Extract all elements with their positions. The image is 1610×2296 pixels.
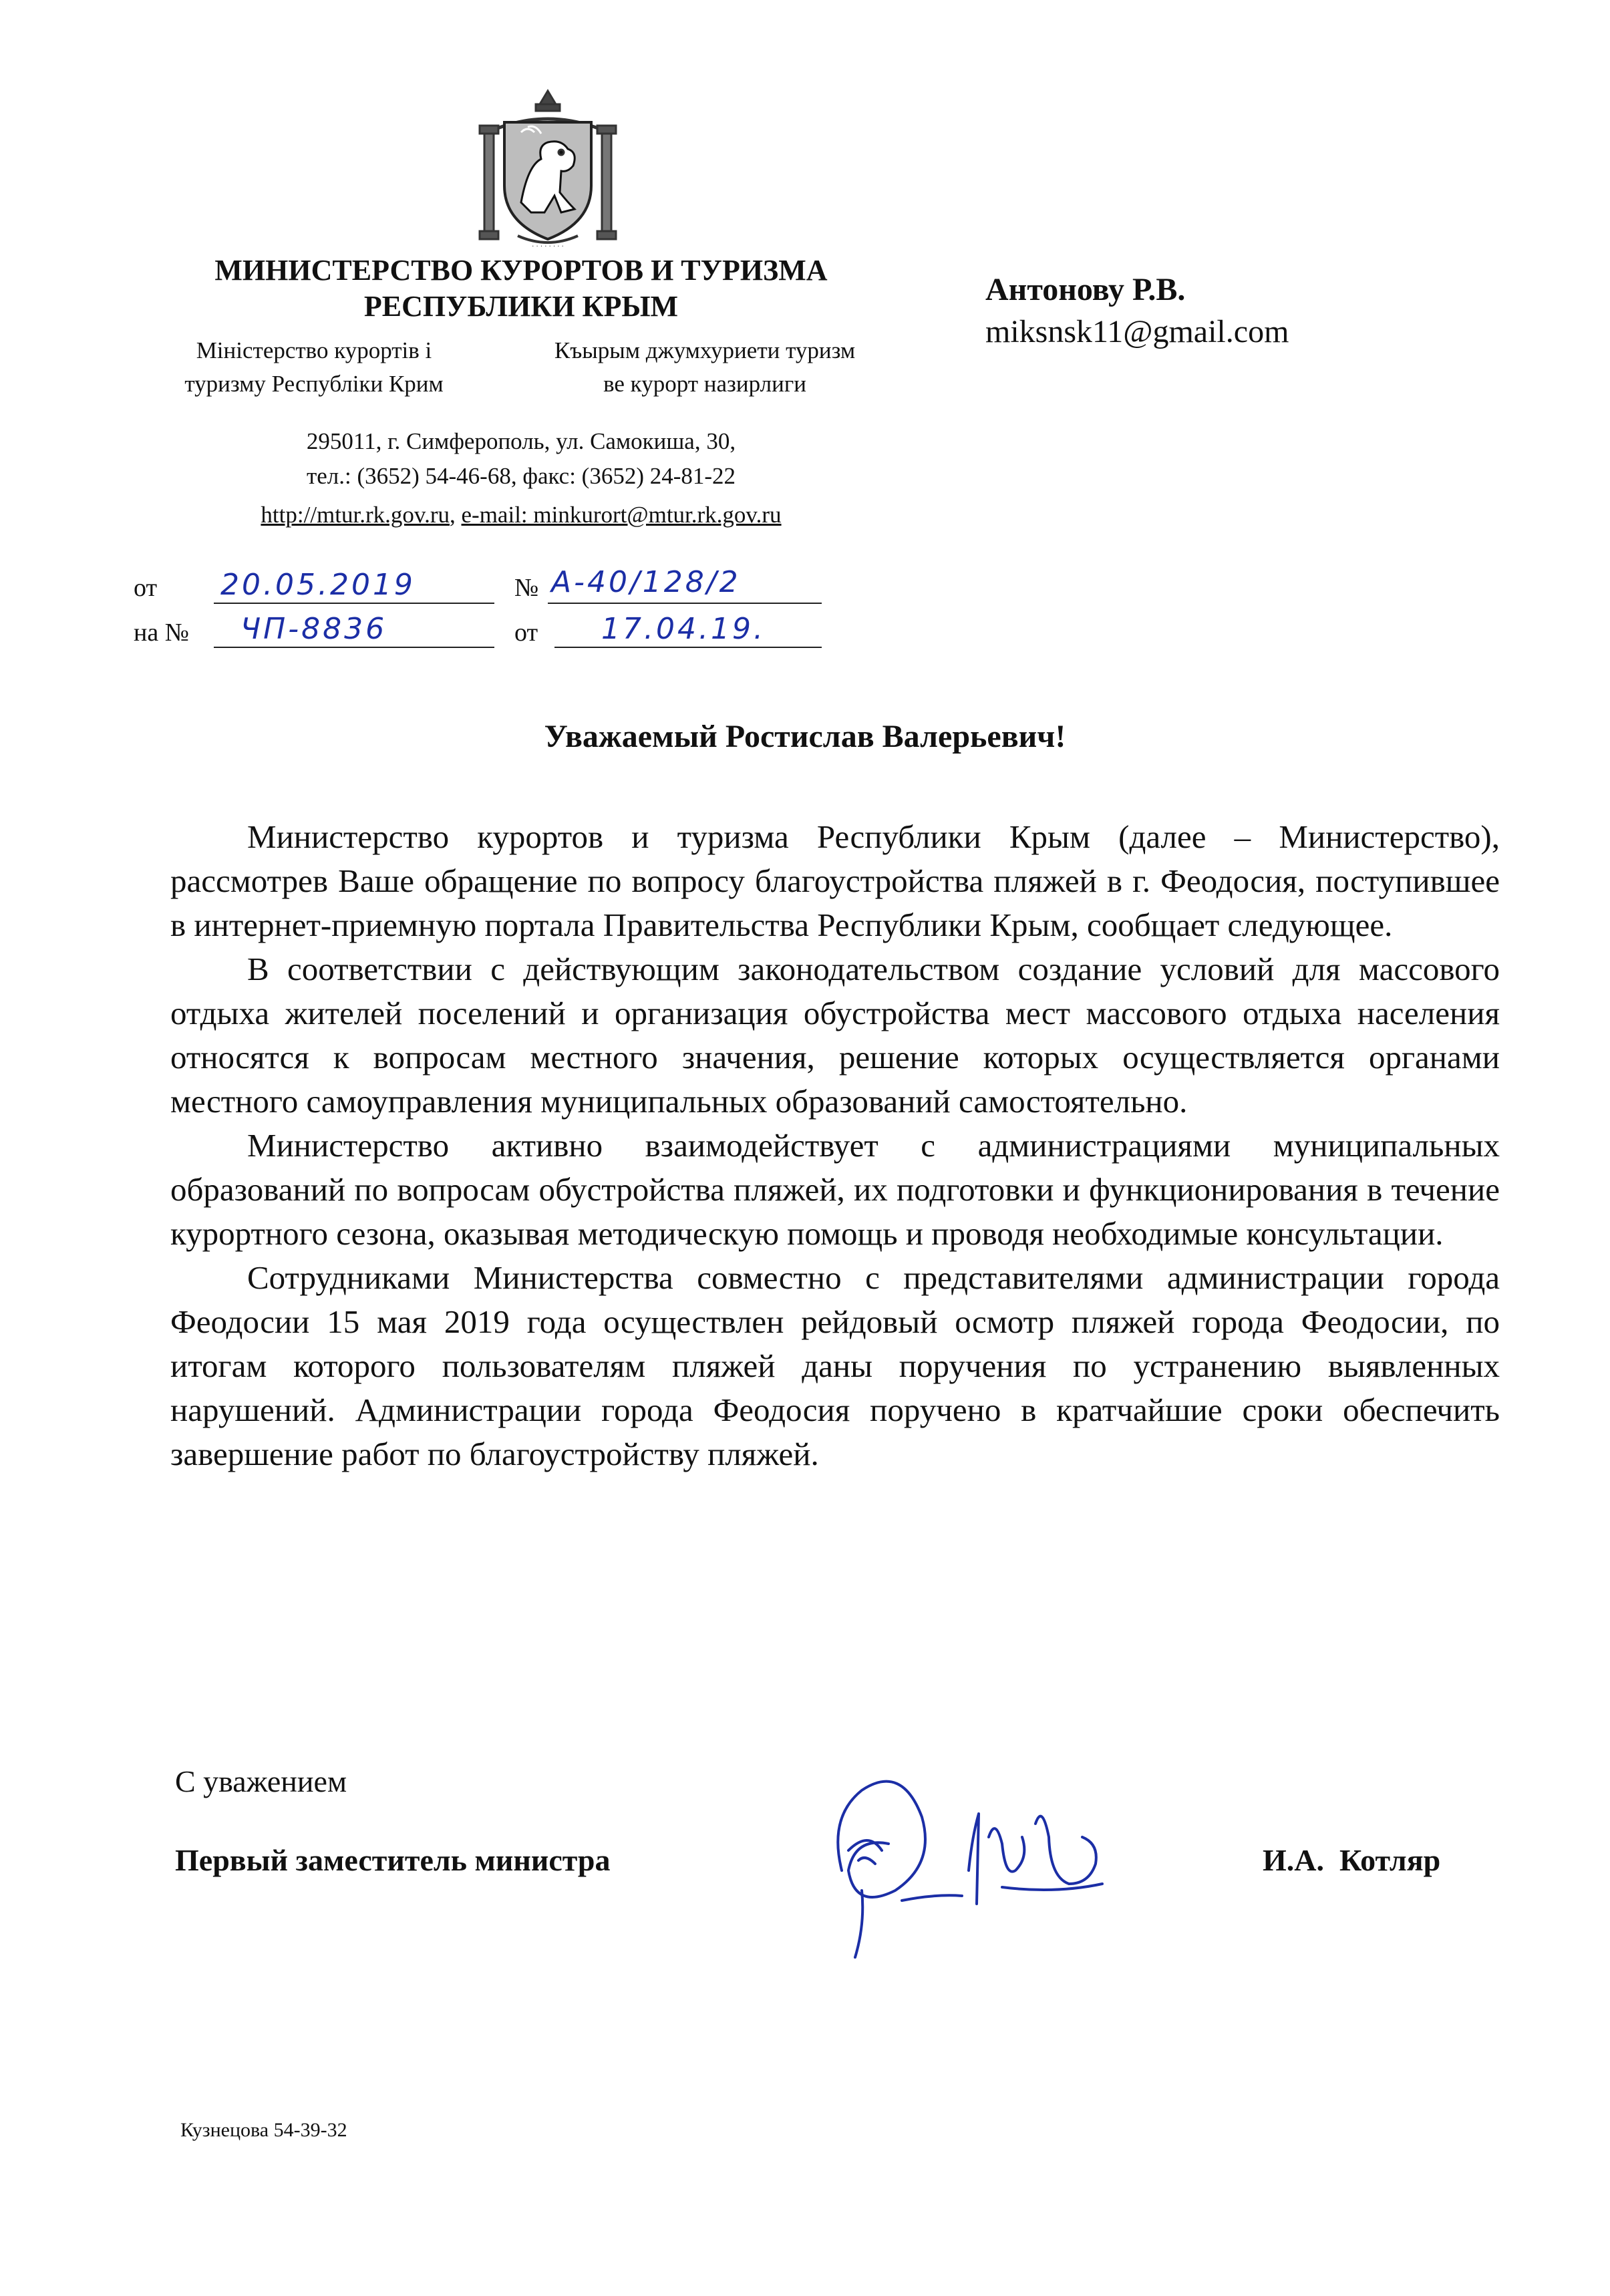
ministry-name-crimean-tatar-line2: ве курорт назирлиги bbox=[603, 371, 806, 397]
ref-reply-number-handwritten: ЧП-8836 bbox=[240, 612, 387, 646]
ministry-address bbox=[154, 424, 889, 494]
address-line2: тел.: (3652) 54-46-68, факс: (3652) 24-81-22 bbox=[306, 463, 736, 489]
body-paragraph-4: Сотрудниками Министерства совместно с представителями администрации города Феодосии 15 мая 2019 года осуществлен рейдовый осмотр пляжей города Феодосии, по итогам которого пользователям пляжей даны поручения по устранению выявленных нарушений. Администрации города Феодосия поручено в кратчайшие сроки обеспечить завершение работ по благоустройству пляжей. bbox=[170, 1259, 1500, 1472]
body-paragraph-2: В соответствии с действующим законодательством создание условий для массового отдыха жителей поселений и организация обустройства мест массового отдыха населения относятся к вопросам местного значения, решение которых осуществляется органами местного самоуправления муниципальных образований самостоятельно. bbox=[170, 951, 1500, 1120]
ministry-name-crimean-tatar bbox=[521, 334, 889, 401]
ministry-title-line2: РЕСПУБЛИКИ КРЫМ bbox=[363, 290, 679, 323]
executor-contact: Кузнецова 54-39-32 bbox=[180, 2119, 347, 2141]
ref-number-line bbox=[548, 565, 822, 604]
ref-number-handwritten: А-40/128/2 bbox=[551, 565, 741, 599]
body-paragraph-1: Министерство курортов и туризма Республики Крым (далее – Министерство), рассмотрев Ваше обращение по вопросу благоустройства пляжей в г. Феодосия, поступившее в интернет-приемную портала Правительства Республики Крым, сообщает следующее. bbox=[170, 818, 1500, 943]
salutation: Уважаемый Ростислав Валерьевич! bbox=[544, 719, 1066, 754]
body-paragraph-3: Министерство активно взаимодействует с администрациями муниципальных образований по вопросам обустройства пляжей, их подготовки и функционирования в течение курортного сезона, оказывая методическую помощь и проводя необходимые консультации. bbox=[170, 1127, 1500, 1252]
ministry-contacts: http://mtur.rk.gov.ru, e-mail: minkurort@mtur.rk.gov.ru bbox=[261, 502, 782, 528]
ref-from-label: от bbox=[134, 574, 158, 602]
crimea-coat-of-arms-emblem bbox=[461, 86, 635, 253]
ministry-name-crimean-tatar-line1: Къырым джумхуриети туризм bbox=[554, 337, 856, 363]
ref-date-line bbox=[214, 569, 494, 604]
email-link[interactable]: e-mail: minkurort@mtur.rk.gov.ru bbox=[461, 502, 782, 528]
letter-body bbox=[170, 815, 1500, 1476]
handwritten-signature bbox=[802, 1737, 1149, 1964]
recipient-name: Антонову Р.В. bbox=[985, 272, 1186, 307]
ref-reply-label: на № bbox=[134, 619, 189, 647]
recipient-email: miksnsk11@gmail.com bbox=[985, 314, 1289, 349]
ref-reply-date-label: от bbox=[514, 619, 538, 647]
closing: С уважением bbox=[175, 1764, 347, 1798]
ref-number-label: № bbox=[514, 574, 539, 602]
ministry-name-ukrainian-line1: Міністерство курортів і bbox=[196, 337, 432, 363]
signer-name: И.А. Котляр bbox=[1263, 1843, 1441, 1877]
ref-date-handwritten: 20.05.2019 bbox=[220, 568, 416, 602]
ministry-name-ukrainian bbox=[150, 334, 478, 401]
ministry-title-line1: МИНИСТЕРСТВО КУРОРТОВ И ТУРИЗМА bbox=[214, 254, 828, 287]
website-link[interactable]: http://mtur.rk.gov.ru bbox=[261, 502, 450, 528]
signer-title: Первый заместитель министра bbox=[175, 1843, 611, 1877]
ministry-name-ukrainian-line2: туризму Республіки Крим bbox=[184, 371, 444, 397]
ref-reply-date-handwritten: 17.04.19. bbox=[601, 612, 766, 646]
ref-reply-date-line bbox=[554, 613, 822, 648]
ministry-title bbox=[154, 253, 889, 325]
svg-text:· · · · · · · ·: · · · · · · · · bbox=[532, 243, 564, 251]
address-line1: 295011, г. Симферополь, ул. Самокиша, 30, bbox=[306, 428, 736, 454]
ref-reply-number-line bbox=[214, 613, 494, 648]
